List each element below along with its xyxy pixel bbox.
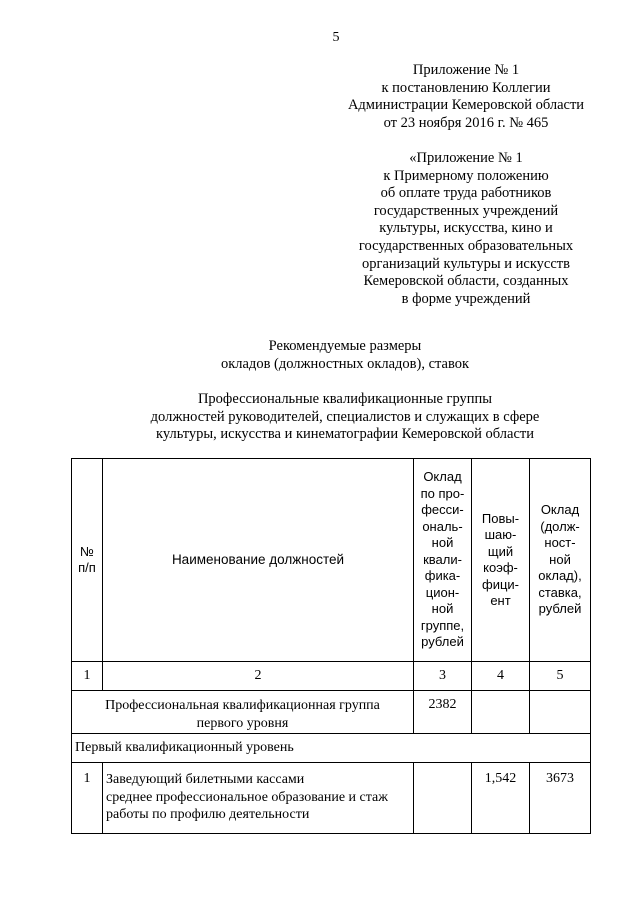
- row-coefficient: 1,542: [472, 763, 530, 834]
- column-number: 4: [472, 662, 530, 691]
- title-line: Рекомендуемые размеры: [268, 338, 422, 354]
- header-position-name: Наименование должностей: [103, 459, 414, 662]
- appendix-line: к постановлению Коллегии: [381, 79, 551, 96]
- appendix-line: Администрации Кемеровской области: [347, 97, 585, 114]
- column-number: 3: [414, 662, 472, 691]
- column-number: 5: [530, 662, 591, 691]
- appendix-block-regulation: [318, 150, 614, 308]
- appendix-line: Приложение № 1: [412, 62, 520, 78]
- qualification-level-row: [72, 734, 591, 763]
- level-name: Первый квалификационный уровень: [72, 734, 591, 763]
- table-row: [72, 763, 591, 834]
- appendix-line: государственных образовательных: [358, 237, 574, 254]
- page-number: 5: [332, 30, 340, 45]
- column-number: 1: [72, 662, 103, 691]
- title-line: окладов (должностных окладов), ставок: [220, 355, 470, 372]
- header-group-salary: Оклад по про- фесси- ональ- ной квали- фика- цион- ной группе, рублей: [414, 459, 472, 662]
- column-numbers-row: [72, 662, 591, 691]
- document-title: [70, 338, 620, 373]
- header-number: № п/п: [72, 459, 103, 662]
- subtitle-line: культуры, искусства и кинематографии Кемеровской области: [156, 426, 534, 443]
- header-oklad: Оклад (долж- ност- ной оклад), ставка, рублей: [530, 459, 591, 662]
- subtitle-line: должностей руководителей, специалистов и служащих в сфере: [150, 408, 540, 425]
- appendix-line: в форме учреждений: [401, 290, 531, 307]
- row-number: 1: [72, 763, 103, 834]
- appendix-line: государственных учреждений: [373, 202, 559, 219]
- appendix-line: от 23 ноября 2016 г. № 465: [383, 114, 549, 131]
- appendix-block-collegium: [318, 62, 614, 132]
- appendix-line: организаций культуры и искусств: [362, 255, 570, 272]
- group-salary: 2382: [414, 691, 472, 734]
- appendix-line: об оплате труда работников: [380, 185, 552, 202]
- group-name: Профессиональная квалификационная группа первого уровня: [72, 691, 414, 734]
- document-subtitle: [70, 391, 620, 444]
- empty-cell: [472, 691, 530, 734]
- row-salary: [414, 763, 472, 834]
- subtitle-line: Профессиональные квалификационные группы: [197, 391, 493, 407]
- appendix-line: Кемеровской области, созданных: [363, 273, 569, 290]
- column-number: 2: [103, 662, 414, 691]
- appendix-line: культуры, искусства, кино и: [379, 220, 553, 237]
- empty-cell: [530, 691, 591, 734]
- salary-table: [71, 458, 591, 834]
- table-header-row: [72, 459, 591, 662]
- appendix-line: «Приложение № 1: [409, 150, 523, 166]
- appendix-line: к Примерному положению: [383, 167, 549, 184]
- header-coefficient: Повы- шаю- щий коэф- фици- ент: [472, 459, 530, 662]
- row-oklad: 3673: [530, 763, 591, 834]
- qualification-group-row: [72, 691, 591, 734]
- position-name: Заведующий билетными кассами среднее профессиональное образование и стаж работы по профилю деятельности: [103, 763, 414, 834]
